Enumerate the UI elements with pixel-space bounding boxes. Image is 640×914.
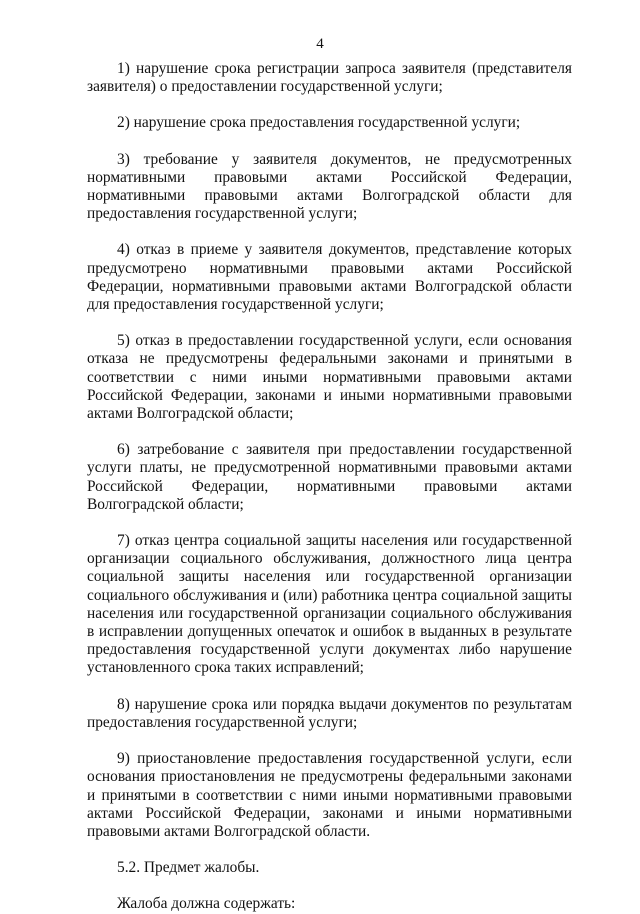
list-item-8: 8) нарушение срока или порядка выдачи документов по результатам предоставления государственной услуги; <box>87 695 572 731</box>
document-body <box>87 60 572 914</box>
complaint-intro: Жалоба должна содержать: <box>117 895 296 913</box>
list-item-5: 5) отказ в предоставлении государственной услуги, если основания отказа не предусмотрены федеральными законами и принятыми в соответствии с ними иными нормативными правовыми актами Российской Федерации, законами и иными нормативными правовыми актами Волгоградской области; <box>87 332 572 423</box>
list-item-3: 3) требование у заявителя документов, не предусмотренных нормативными правовыми актами Российской Федерации, нормативными правовыми актами Волгоградской области для предоставления государственной услуги; <box>87 150 572 223</box>
list-item-6: 6) затребование с заявителя при предоставлении государственной услуги платы, не предусмотренной нормативными правовыми актами Российской Федерации, нормативными правовыми актами Волгоградской области; <box>87 441 572 513</box>
page-number: 4 <box>316 36 324 52</box>
list-item-4: 4) отказ в приеме у заявителя документов, представление которых предусмотрено нормативными правовыми актами Российской Федерации, нормативными правовыми актами Волгоградской области для предоставления государственной услуги; <box>87 241 572 314</box>
section-heading: 5.2. Предмет жалобы. <box>117 859 260 877</box>
list-item-9: 9) приостановление предоставления государственной услуги, если основания приостановления не предусмотрены федеральными законами и принятыми в соответствии с ними иными нормативными правовыми актами Российской Федерации, законами и иными нормативными правовыми актами Волгоградской области. <box>87 750 572 840</box>
list-item-7: 7) отказ центра социальной защиты населения или государственной организации социального обслуживания, должностного лица центра социальной защиты населения или государственной организации социального обслуживания и (или) работника центра социальной защиты населения или государственной организации социального обслуживания в исправлении допущенных опечаток и ошибок в выданных в результате предоставления государственной услуги документах либо нарушение установленного срока таких исправлений; <box>87 532 572 677</box>
list-item-2: 2) нарушение срока предоставления государственной услуги; <box>117 114 521 132</box>
list-item-1: 1) нарушение срока регистрации запроса заявителя (представителя заявителя) о предоставлении государственной услуги; <box>87 60 572 96</box>
